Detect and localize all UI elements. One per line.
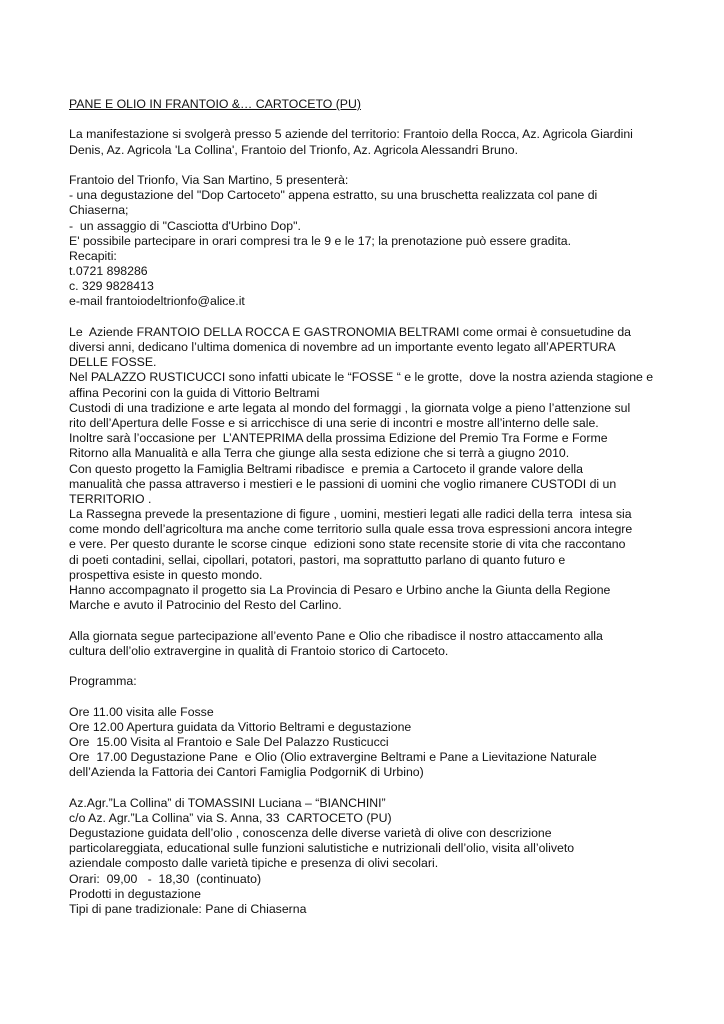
schedule-item: Ore 17.00 Degustazione Pane e Olio (Olio extravergine Beltrami e Pane a Lievitazione Naturale <box>69 750 597 765</box>
text-line: affina Pecorini con la guida di Vittorio Beltrami <box>69 385 320 400</box>
text-line: e vere. Per questo durante le scorse cinque edizioni sono state recensite storie di vita che raccontano <box>69 537 626 552</box>
programma-list <box>69 705 669 781</box>
text-line: Custodi di una tradizione e arte legata al mondo del formaggi , la giornata volge a pieno l’attenzione sul <box>69 400 631 415</box>
text-line: Nel PALAZZO RUSTICUCCI sono infatti ubicate le “FOSSE “ e le grotte, dove la nostra azienda stagione e <box>69 370 654 385</box>
text-line: Denis, Az. Agricola 'La Collina', Frantoio del Trionfo, Az. Agricola Alessandri Bruno. <box>69 142 518 157</box>
hours-line: Orari: 09,00 - 18,30 (continuato) <box>69 871 262 886</box>
programma-heading: Programma: <box>69 674 137 689</box>
text-line: - un assaggio di "Casciotta d'Urbino Dop". <box>69 218 301 233</box>
schedule-item: Ore 15.00 Visita al Frantoio e Sale Del Palazzo Rusticucci <box>69 734 389 749</box>
intro-paragraph <box>69 127 669 157</box>
text-line: TERRITORIO . <box>69 491 152 506</box>
text-line: manualità che passa attraverso i mestieri e le passioni di uomini che voglio rimanere CUSTODI di un <box>69 476 617 491</box>
collina-section <box>69 796 669 918</box>
trionfo-section <box>69 173 669 310</box>
text-line: Tipi di pane tradizionale: Pane di Chiaserna <box>69 901 307 916</box>
text-line: particolareggiata, educational sulle funzioni salutistiche e nutrizionali dell’olio, visita all’oliveto <box>69 841 575 856</box>
text-line: Prodotti in degustazione <box>69 886 201 901</box>
text-line: Az.Agr.”La Collina” di TOMASSINI Luciana – “BIANCHINI” <box>69 795 386 810</box>
email-address: e-mail frantoiodeltrionfo@alice.it <box>69 294 245 309</box>
text-line: Marche e avuto il Patrocinio del Resto del Carlino. <box>69 598 342 613</box>
phone-number: t.0721 898286 <box>69 264 148 279</box>
schedule-item: dell’Azienda la Fattoria dei Cantori Famiglia PodgorniK di Urbino) <box>69 765 424 780</box>
text-line: Degustazione guidata dell’olio , conoscenza delle diverse varietà di olive con descrizione <box>69 826 552 840</box>
schedule-item: Ore 12.00 Apertura guidata da Vittorio Beltrami e degustazione <box>69 719 412 734</box>
text-line: Chiaserna; <box>69 203 129 218</box>
text-line: E' possibile partecipare in orari compresi tra le 9 e le 17; la prenotazione può essere gradita. <box>69 233 572 248</box>
text-line: aziendale composto dalle varietà tipiche e presenza di olivi secolari. <box>69 856 439 871</box>
text-line: Con questo progetto la Famiglia Beltrami ribadisce e premia a Cartoceto il grande valore della <box>69 461 584 476</box>
text-line: diversi anni, dedicano l’ultima domenica di novembre ad un importante evento legato all’APERTURA <box>69 340 616 354</box>
text-line: Hanno accompagnato il progetto sia La Provincia di Pesaro e Urbino anche la Giunta della Regione <box>69 583 611 597</box>
text-line: - una degustazione del "Dop Cartoceto" appena estratto, su una bruschetta realizzata col pane di <box>69 188 598 203</box>
text-line: Le Aziende FRANTOIO DELLA ROCCA E GASTRONOMIA BELTRAMI come ormai è consuetudine da <box>69 324 632 339</box>
rocca-section <box>69 325 669 614</box>
contacts-label: Recapiti: <box>69 248 117 263</box>
giornata-paragraph <box>69 629 669 659</box>
text-line: DELLE FOSSE. <box>69 355 157 370</box>
text-line: cultura dell’olio extravergine in qualità di Frantoio storico di Cartoceto. <box>69 643 449 658</box>
text-line: c/o Az. Agr.”La Collina” via S. Anna, 33 CARTOCETO (PU) <box>69 810 392 825</box>
text-line: La Rassegna prevede la presentazione di figure , uomini, mestieri legati alle radici della terra intesa sia <box>69 507 632 522</box>
text-line: Inoltre sarà l’occasione per L’ANTEPRIMA della prossima Edizione del Premio Tra Forme e Forme <box>69 431 608 446</box>
text-line: Alla giornata segue partecipazione all’evento Pane e Olio che ribadisce il nostro attaccamento alla <box>69 628 603 643</box>
document-page <box>69 97 669 917</box>
text-line: rito dell’Apertura delle Fosse e si arricchisce di una serie di incontri e mostre all’interno delle sale. <box>69 415 599 430</box>
text-line: La manifestazione si svolgerà presso 5 aziende del territorio: Frantoio della Rocca, Az. Agricola Giardini <box>69 127 633 142</box>
text-line: Ritorno alla Manualità e alla Terra che giunge alla sesta edizione che si terrà a giugno 2010. <box>69 446 570 461</box>
schedule-item: Ore 11.00 visita alle Fosse <box>69 704 214 719</box>
text-line: di poeti contadini, sellai, cipollari, potatori, pastori, ma soprattutto parlano di quanto futuro e <box>69 552 566 567</box>
text-line: Frantoio del Trionfo, Via San Martino, 5 presenterà: <box>69 172 349 187</box>
text-line: come mondo dell’agricoltura ma anche come territorio sulla quale essa trova espressioni ancora integre <box>69 522 633 537</box>
mobile-number: c. 329 9828413 <box>69 279 154 294</box>
text-line: prospettiva esiste in questo mondo. <box>69 567 263 582</box>
document-title: PANE E OLIO IN FRANTOIO &… CARTOCETO (PU) <box>69 97 361 111</box>
